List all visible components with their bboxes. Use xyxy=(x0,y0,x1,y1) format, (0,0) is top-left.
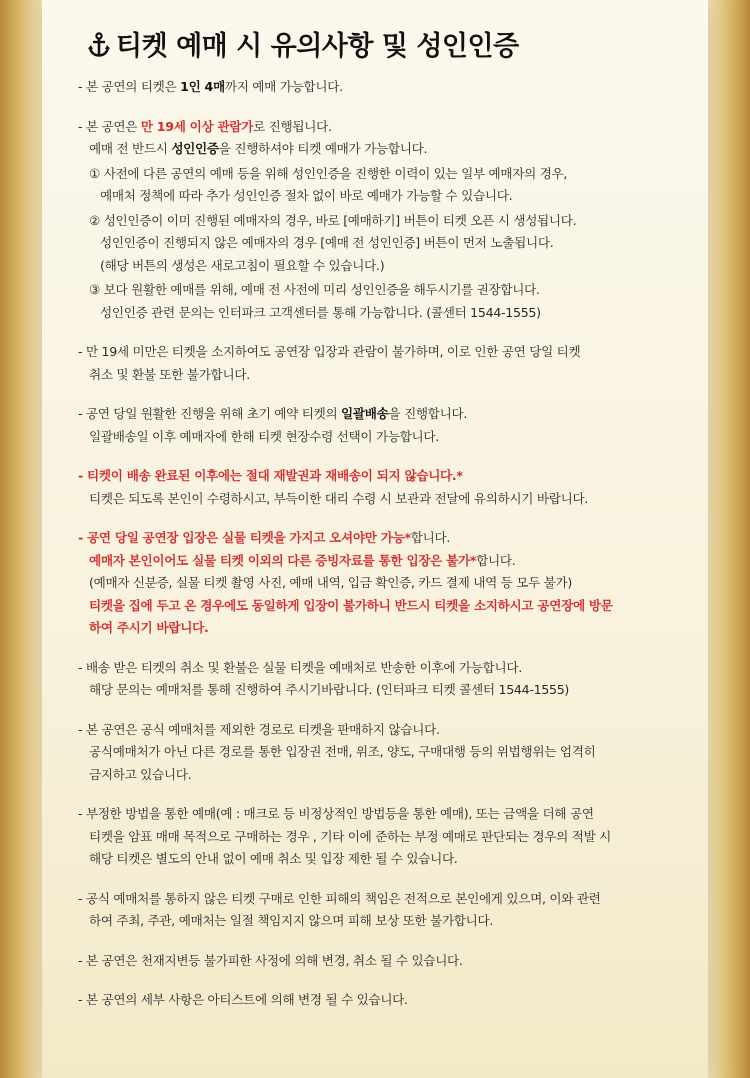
notice-item-minor-restriction: - 만 19세 미만은 티켓을 소지하여도 공연장 입장과 관람이 불가하며, 이로 인한 공연 당일 티켓 취소 및 환불 또한 불가합니다. xyxy=(78,344,581,382)
notice-content xyxy=(78,76,678,1029)
notice-item-bulk-delivery: - 공연 당일 원활한 진행을 위해 초기 예약 티켓의 일괄배송을 진행합니다. 일괄배송일 이후 예매자에 한해 티켓 현장수령 선택이 가능합니다. xyxy=(78,406,468,444)
notice-item-age-verification: - 본 공연은 만 19세 이상 관람가로 진행됩니다. 예매 전 반드시 성인인증을 진행하셔야 티켓 예매가 가능합니다. ① 사전에 다른 공연의 예매 등을 위해 성인인증을 진행한 이력이 있는 일부 예매자의 경우, 예매처 정책에 따라 추가 성인인증 절차 없이 바로 예매가 가능할 수 있습니다. ② 성인인증이 이미 진행된 예매자의 경우, 바로 [예매하기] 버튼이 티켓 오픈 시 생성됩니다. 성인인증이 진행되지 않은 예매자의 경우 [예매 전 성인인증] 버튼이 먼저 노출됩니다. (해당 버튼의 생성은 새로고침이 필요할 수 있습니다.) ③ 보다 원활한 예매를 위해, 예매 전 사전에 미리 성인인증을 해두시기를 권장합니다. 성인인증 관련 문의는 인터파크 고객센터를 통해 가능합니다. (콜센터 1544-1555) xyxy=(78,118,577,320)
notice-item-no-reissue: - 티켓이 배송 완료된 이후에는 절대 재발권과 재배송이 되지 않습니다.* 티켓은 되도록 본인이 수령하시고, 부득이한 대리 수령 시 보관과 전달에 유의하시기 바랍니다. xyxy=(78,468,589,506)
notice-item-refund: - 배송 받은 티켓의 취소 및 환불은 실물 티켓을 예매처로 반송한 이후에 가능합니다. 해당 문의는 예매처를 통해 진행하여 주시기바랍니다. (인터파크 티켓 콜센터 1544-1555) xyxy=(78,659,570,697)
notice-item-artist-changes: - 본 공연의 세부 사항은 아티스트에 의해 변경 될 수 있습니다. xyxy=(78,992,408,1007)
notice-item-physical-ticket: - 공연 당일 공연장 입장은 실물 티켓을 가지고 오셔야만 가능*합니다. 예매자 본인이어도 실물 티켓 이외의 다른 증빙자료를 통한 입장은 불가*합니다. (예매자 신분증, 실물 티켓 촬영 사진, 예매 내역, 입금 확인증, 카드 결제 내역 등 모두 불가) 티켓을 집에 두고 온 경우에도 동일하게 입장이 불가하니 반드시 티켓을 소지하시고 공연장에 방문 하여 주시기 바랍니다. xyxy=(78,530,613,635)
notice-item-official-seller: - 본 공연은 공식 예매처를 제외한 경로로 티켓을 판매하지 않습니다. 공식예매처가 아닌 다른 경로를 통한 입장권 전매, 위조, 양도, 구매대행 등의 위법행위는 엄격히 금지하고 있습니다. xyxy=(78,721,596,782)
anchor-icon xyxy=(88,31,110,62)
notice-item-liability: - 공식 예매처를 통하지 않은 티켓 구매로 인한 피해의 책임은 전적으로 본인에게 있으며, 이와 관련 하여 주최, 주관, 예매처는 일절 책임지지 않으며 피해 보상 또한 불가합니다. xyxy=(78,890,601,928)
notice-item-force-majeure: - 본 공연은 천재지변등 불가피한 사정에 의해 변경, 취소 될 수 있습니다. xyxy=(78,952,463,968)
notice-item-ticket-limit: - 본 공연의 티켓은 1인 4매까지 예매 가능합니다. xyxy=(78,79,343,94)
notice-item-illegal-booking: - 부정한 방법을 통한 예매(예 : 매크로 등 비정상적인 방법등을 통한 예매), 또는 금액을 더해 공연 티켓을 암표 매매 목적으로 구매하는 경우 , 기타 이에 준하는 부정 예매로 판단되는 경우의 적발 시 해당 티켓은 별도의 안내 없이 예매 취소 및 입장 제한 될 수 있습니다. xyxy=(78,806,612,866)
page-title: 티켓 예매 시 유의사항 및 성인인증 xyxy=(88,24,519,63)
